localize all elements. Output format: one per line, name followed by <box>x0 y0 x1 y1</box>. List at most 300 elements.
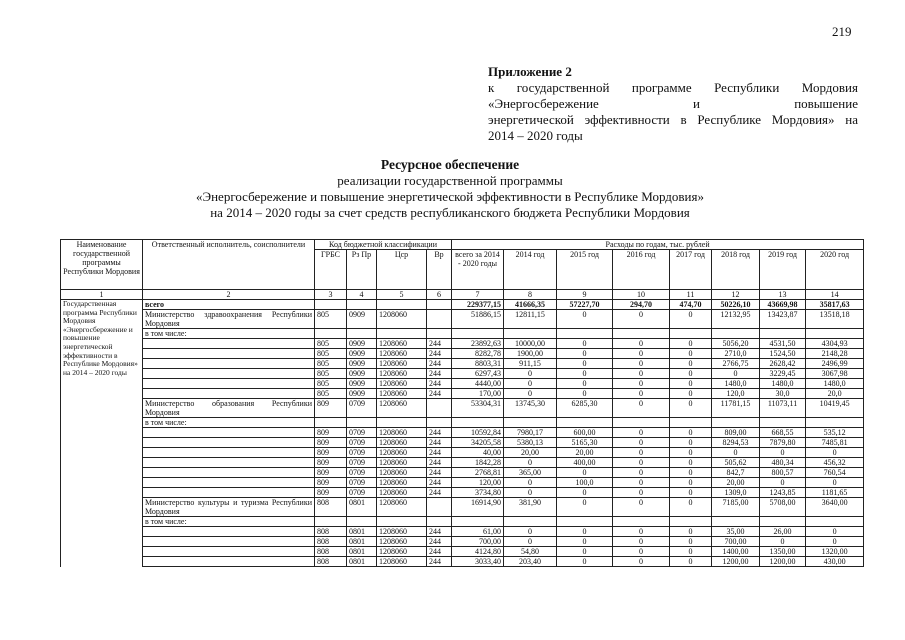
value-cell: 430,00 <box>806 557 864 567</box>
column-number: 2 <box>143 290 315 300</box>
code-cell: 808 <box>315 547 347 557</box>
code-cell: 0909 <box>347 310 377 329</box>
value-cell: 0 <box>806 527 864 537</box>
empty-cell <box>557 329 613 339</box>
empty-cell <box>670 329 712 339</box>
value-cell: 20,0 <box>806 389 864 399</box>
value-cell: 365,00 <box>504 468 557 478</box>
value-cell: 842,7 <box>712 468 760 478</box>
empty-cell <box>613 329 670 339</box>
value-cell: 51886,15 <box>452 310 504 329</box>
value-cell: 0 <box>613 339 670 349</box>
executor-empty <box>143 448 315 458</box>
executor-empty <box>143 379 315 389</box>
column-number: 5 <box>377 290 427 300</box>
empty-cell <box>806 329 864 339</box>
code-cell: 0801 <box>347 527 377 537</box>
value-cell: 13423,87 <box>760 310 806 329</box>
empty-cell <box>315 517 347 527</box>
value-cell: 100,0 <box>557 478 613 488</box>
code-cell: 244 <box>427 478 452 488</box>
value-cell: 1480,0 <box>806 379 864 389</box>
column-number: 9 <box>557 290 613 300</box>
value-cell: 0 <box>504 478 557 488</box>
value-cell: 1900,00 <box>504 349 557 359</box>
table-row <box>61 359 864 369</box>
value-cell: 0 <box>670 488 712 498</box>
value-cell: 0 <box>670 428 712 438</box>
value-cell: 5708,00 <box>760 498 806 517</box>
total-value: 57227,70 <box>557 300 613 310</box>
code-cell: 808 <box>315 537 347 547</box>
total-value: 41666,35 <box>504 300 557 310</box>
header-2019: 2019 год <box>760 250 806 290</box>
table-row <box>61 438 864 448</box>
empty-cell <box>427 418 452 428</box>
value-cell: 0 <box>504 488 557 498</box>
value-cell: 0 <box>760 537 806 547</box>
code-cell: 244 <box>427 468 452 478</box>
code-cell: 1208060 <box>377 458 427 468</box>
column-number: 12 <box>712 290 760 300</box>
code-cell: 1208060 <box>377 379 427 389</box>
code-cell: 808 <box>315 527 347 537</box>
code-cell: 0909 <box>347 379 377 389</box>
value-cell: 1309,0 <box>712 488 760 498</box>
code-cell <box>315 300 347 310</box>
table-row <box>61 557 864 567</box>
value-cell: 40,00 <box>452 448 504 458</box>
appendix-line: 2014 – 2020 годы <box>488 128 583 143</box>
value-cell: 2496,99 <box>806 359 864 369</box>
code-cell: 244 <box>427 448 452 458</box>
code-cell: 809 <box>315 428 347 438</box>
code-cell: 244 <box>427 527 452 537</box>
value-cell: 0 <box>760 478 806 488</box>
table-row <box>61 547 864 557</box>
code-cell: 805 <box>315 310 347 329</box>
header-2017: 2017 год <box>670 250 712 290</box>
value-cell: 34205,58 <box>452 438 504 448</box>
code-cell: 1208060 <box>377 310 427 329</box>
value-cell: 0 <box>670 458 712 468</box>
code-cell: 244 <box>427 349 452 359</box>
code-cell: 808 <box>315 557 347 567</box>
value-cell: 0 <box>670 349 712 359</box>
code-cell: 1208060 <box>377 537 427 547</box>
appendix-line: энергетической эффективности в Республике Мордовия» на <box>488 112 858 127</box>
value-cell: 3229,45 <box>760 369 806 379</box>
code-cell: 244 <box>427 438 452 448</box>
value-cell: 30,0 <box>760 389 806 399</box>
empty-cell <box>806 418 864 428</box>
heading-title: Ресурсное обеспечение <box>380 157 520 172</box>
table-row <box>61 537 864 547</box>
value-cell: 0 <box>557 537 613 547</box>
value-cell: 13518,18 <box>806 310 864 329</box>
value-cell: 203,40 <box>504 557 557 567</box>
code-cell: 1208060 <box>377 359 427 369</box>
code-cell: 1208060 <box>377 339 427 349</box>
value-cell: 0 <box>504 527 557 537</box>
value-cell: 23892,63 <box>452 339 504 349</box>
value-cell: 3067,98 <box>806 369 864 379</box>
value-cell: 0 <box>806 478 864 488</box>
table-row <box>61 488 864 498</box>
value-cell: 35,00 <box>712 527 760 537</box>
code-cell: 805 <box>315 379 347 389</box>
empty-cell <box>377 329 427 339</box>
value-cell: 0 <box>670 389 712 399</box>
appendix-line: «Энергосбережение и повышение <box>488 96 858 111</box>
header-expenses: Расходы по годам, тыс. рублей <box>452 240 864 250</box>
code-cell <box>377 300 427 310</box>
value-cell: 668,55 <box>760 428 806 438</box>
executor-empty <box>143 478 315 488</box>
code-cell: 0801 <box>347 537 377 547</box>
column-number: 7 <box>452 290 504 300</box>
code-cell: 244 <box>427 458 452 468</box>
table-row <box>61 339 864 349</box>
value-cell: 0 <box>613 349 670 359</box>
executor-empty <box>143 557 315 567</box>
value-cell: 8294,53 <box>712 438 760 448</box>
column-number: 1 <box>61 290 143 300</box>
code-cell: 809 <box>315 458 347 468</box>
value-cell: 0 <box>670 339 712 349</box>
page-number: 219 <box>832 24 852 39</box>
code-cell: 1208060 <box>377 389 427 399</box>
code-cell: 244 <box>427 547 452 557</box>
value-cell: 1200,00 <box>712 557 760 567</box>
value-cell: 0 <box>613 359 670 369</box>
header-name: Наименование государственной программы Республики Мордовия <box>61 240 143 290</box>
table-row-in-that <box>61 418 864 428</box>
value-cell: 1243,85 <box>760 488 806 498</box>
value-cell: 0 <box>613 537 670 547</box>
value-cell: 0 <box>613 527 670 537</box>
value-cell: 0 <box>670 478 712 488</box>
value-cell: 0 <box>670 438 712 448</box>
value-cell: 2710,0 <box>712 349 760 359</box>
executor-empty <box>143 488 315 498</box>
total-value: 43669,98 <box>760 300 806 310</box>
value-cell: 480,34 <box>760 458 806 468</box>
value-cell: 7980,17 <box>504 428 557 438</box>
value-cell: 0 <box>613 478 670 488</box>
table-row-in-that <box>61 517 864 527</box>
value-cell: 0 <box>504 458 557 468</box>
empty-cell <box>427 517 452 527</box>
column-number-row <box>61 290 864 300</box>
value-cell: 535,12 <box>806 428 864 438</box>
value-cell: 8803,31 <box>452 359 504 369</box>
appendix-title: Приложение 2 <box>488 64 572 79</box>
header-grbs: ГРБС <box>315 250 347 290</box>
value-cell: 0 <box>613 369 670 379</box>
empty-cell <box>670 418 712 428</box>
program-name-cell: Государственная программа Республики Мордовия «Энергосбережение и повышение энергетической эффективности в Республике Мордовия» на 2014 – 2020 годы <box>61 300 143 567</box>
executor-empty <box>143 458 315 468</box>
code-cell: 0801 <box>347 498 377 517</box>
column-number: 13 <box>760 290 806 300</box>
code-cell <box>427 300 452 310</box>
value-cell: 0 <box>557 349 613 359</box>
executor-empty <box>143 359 315 369</box>
code-cell: 244 <box>427 359 452 369</box>
code-cell: 808 <box>315 498 347 517</box>
executor-empty <box>143 339 315 349</box>
code-cell: 0909 <box>347 339 377 349</box>
code-cell: 805 <box>315 389 347 399</box>
value-cell: 0 <box>670 448 712 458</box>
executor-name: Министерство культуры и туризма Республики Мордовия <box>143 498 315 517</box>
value-cell: 1480,0 <box>760 379 806 389</box>
code-cell: 1208060 <box>377 369 427 379</box>
total-label: всего <box>143 300 315 310</box>
executor-empty <box>143 537 315 547</box>
value-cell: 400,00 <box>557 458 613 468</box>
empty-cell <box>504 329 557 339</box>
code-cell: 805 <box>315 349 347 359</box>
table-row <box>61 458 864 468</box>
value-cell: 0 <box>557 310 613 329</box>
code-cell: 1208060 <box>377 468 427 478</box>
value-cell: 0 <box>613 498 670 517</box>
value-cell: 456,32 <box>806 458 864 468</box>
code-cell: 0909 <box>347 389 377 399</box>
value-cell: 0 <box>504 379 557 389</box>
value-cell: 6285,30 <box>557 399 613 418</box>
code-cell: 0709 <box>347 428 377 438</box>
value-cell: 6297,43 <box>452 369 504 379</box>
column-number: 8 <box>504 290 557 300</box>
table-row <box>61 527 864 537</box>
value-cell: 0 <box>712 369 760 379</box>
value-cell: 7485,81 <box>806 438 864 448</box>
code-cell: 0909 <box>347 349 377 359</box>
value-cell: 0 <box>557 369 613 379</box>
value-cell: 2766,75 <box>712 359 760 369</box>
empty-cell <box>760 329 806 339</box>
header-2014: 2014 год <box>504 250 557 290</box>
value-cell: 4124,80 <box>452 547 504 557</box>
value-cell: 0 <box>670 557 712 567</box>
value-cell: 20,00 <box>712 478 760 488</box>
value-cell: 4531,50 <box>760 339 806 349</box>
value-cell: 1200,00 <box>760 557 806 567</box>
value-cell: 0 <box>557 359 613 369</box>
value-cell: 0 <box>613 310 670 329</box>
value-cell: 4440,00 <box>452 379 504 389</box>
value-cell: 0 <box>557 488 613 498</box>
code-cell: 244 <box>427 369 452 379</box>
executor-empty <box>143 428 315 438</box>
value-cell: 20,00 <box>504 448 557 458</box>
value-cell: 0 <box>613 468 670 478</box>
value-cell: 20,00 <box>557 448 613 458</box>
executor-empty <box>143 438 315 448</box>
code-cell: 809 <box>315 488 347 498</box>
code-cell <box>427 399 452 418</box>
table-row <box>61 428 864 438</box>
empty-cell <box>504 517 557 527</box>
code-cell <box>347 300 377 310</box>
code-cell: 244 <box>427 537 452 547</box>
value-cell: 0 <box>613 547 670 557</box>
code-cell: 1208060 <box>377 399 427 418</box>
value-cell: 1524,50 <box>760 349 806 359</box>
value-cell: 0 <box>670 537 712 547</box>
value-cell: 1400,00 <box>712 547 760 557</box>
code-cell: 1208060 <box>377 547 427 557</box>
value-cell: 700,00 <box>712 537 760 547</box>
value-cell: 760,54 <box>806 468 864 478</box>
value-cell: 53304,31 <box>452 399 504 418</box>
header-rzpr: Рз Пр <box>347 250 377 290</box>
value-cell: 0 <box>670 310 712 329</box>
table-row-executor <box>61 498 864 517</box>
executor-empty <box>143 389 315 399</box>
header-executor: Ответственный исполнитель, соисполнители <box>143 240 315 290</box>
code-cell: 809 <box>315 468 347 478</box>
in-that-label: в том числе: <box>143 418 315 428</box>
value-cell: 0 <box>670 359 712 369</box>
executor-name: Министерство образования Республики Мордовия <box>143 399 315 418</box>
value-cell: 0 <box>613 428 670 438</box>
empty-cell <box>613 418 670 428</box>
value-cell: 0 <box>557 339 613 349</box>
value-cell: 16914,90 <box>452 498 504 517</box>
value-cell: 3033,40 <box>452 557 504 567</box>
table-row-total <box>61 300 864 310</box>
value-cell: 0 <box>670 468 712 478</box>
header-2016: 2016 год <box>613 250 670 290</box>
empty-cell <box>377 418 427 428</box>
total-value: 50226,10 <box>712 300 760 310</box>
column-number: 10 <box>613 290 670 300</box>
value-cell: 0 <box>557 557 613 567</box>
code-cell: 244 <box>427 557 452 567</box>
empty-cell <box>347 418 377 428</box>
code-cell: 0709 <box>347 458 377 468</box>
value-cell: 0 <box>670 369 712 379</box>
code-cell: 244 <box>427 379 452 389</box>
column-number: 6 <box>427 290 452 300</box>
value-cell: 10592,84 <box>452 428 504 438</box>
code-cell: 809 <box>315 438 347 448</box>
value-cell: 800,57 <box>760 468 806 478</box>
empty-cell <box>712 418 760 428</box>
empty-cell <box>315 418 347 428</box>
value-cell: 0 <box>613 379 670 389</box>
code-cell: 1208060 <box>377 557 427 567</box>
value-cell: 54,80 <box>504 547 557 557</box>
heading-line: реализации государственной программы <box>337 173 563 188</box>
value-cell: 170,00 <box>452 389 504 399</box>
table-row <box>61 389 864 399</box>
value-cell: 3734,80 <box>452 488 504 498</box>
total-value: 474,70 <box>670 300 712 310</box>
value-cell: 26,00 <box>760 527 806 537</box>
code-cell: 805 <box>315 369 347 379</box>
value-cell: 3640,00 <box>806 498 864 517</box>
value-cell: 8282,78 <box>452 349 504 359</box>
document-heading <box>150 157 750 221</box>
value-cell: 0 <box>613 389 670 399</box>
header-total: всего за 2014 - 2020 годы <box>452 250 504 290</box>
value-cell: 0 <box>557 389 613 399</box>
empty-cell <box>712 329 760 339</box>
in-that-label: в том числе: <box>143 329 315 339</box>
empty-cell <box>712 517 760 527</box>
header-2018: 2018 год <box>712 250 760 290</box>
heading-line: на 2014 – 2020 годы за счет средств республиканского бюджета Республики Мордовия <box>210 205 690 220</box>
table-row <box>61 369 864 379</box>
column-number: 11 <box>670 290 712 300</box>
value-cell: 911,15 <box>504 359 557 369</box>
code-cell: 809 <box>315 478 347 488</box>
total-value: 35817,63 <box>806 300 864 310</box>
executor-empty <box>143 369 315 379</box>
code-cell: 1208060 <box>377 448 427 458</box>
table-row-executor <box>61 310 864 329</box>
value-cell: 0 <box>670 547 712 557</box>
value-cell: 0 <box>557 498 613 517</box>
header-2015: 2015 год <box>557 250 613 290</box>
value-cell: 5380,13 <box>504 438 557 448</box>
empty-cell <box>452 517 504 527</box>
executor-empty <box>143 349 315 359</box>
empty-cell <box>613 517 670 527</box>
code-cell: 1208060 <box>377 498 427 517</box>
value-cell: 0 <box>613 399 670 418</box>
value-cell: 2148,28 <box>806 349 864 359</box>
executor-empty <box>143 547 315 557</box>
value-cell: 809,00 <box>712 428 760 438</box>
value-cell: 1480,0 <box>712 379 760 389</box>
appendix-line: к государственной программе Республики Мордовия <box>488 80 858 95</box>
empty-cell <box>452 418 504 428</box>
code-cell: 244 <box>427 488 452 498</box>
value-cell: 0 <box>613 488 670 498</box>
value-cell: 0 <box>504 369 557 379</box>
value-cell: 1842,28 <box>452 458 504 468</box>
empty-cell <box>557 517 613 527</box>
code-cell <box>427 310 452 329</box>
value-cell: 2628,42 <box>760 359 806 369</box>
code-cell: 1208060 <box>377 349 427 359</box>
value-cell: 5165,30 <box>557 438 613 448</box>
value-cell: 0 <box>613 557 670 567</box>
code-cell: 0801 <box>347 557 377 567</box>
value-cell: 0 <box>806 448 864 458</box>
value-cell: 600,00 <box>557 428 613 438</box>
code-cell: 0909 <box>347 369 377 379</box>
value-cell: 1181,65 <box>806 488 864 498</box>
value-cell: 2768,81 <box>452 468 504 478</box>
value-cell: 700,00 <box>452 537 504 547</box>
executor-empty <box>143 527 315 537</box>
table-row-executor <box>61 399 864 418</box>
executor-name: Министерство здравоохранения Республики Мордовия <box>143 310 315 329</box>
code-cell: 244 <box>427 428 452 438</box>
value-cell: 5056,20 <box>712 339 760 349</box>
table-row <box>61 478 864 488</box>
value-cell: 0 <box>557 468 613 478</box>
value-cell: 0 <box>670 379 712 389</box>
value-cell: 381,90 <box>504 498 557 517</box>
